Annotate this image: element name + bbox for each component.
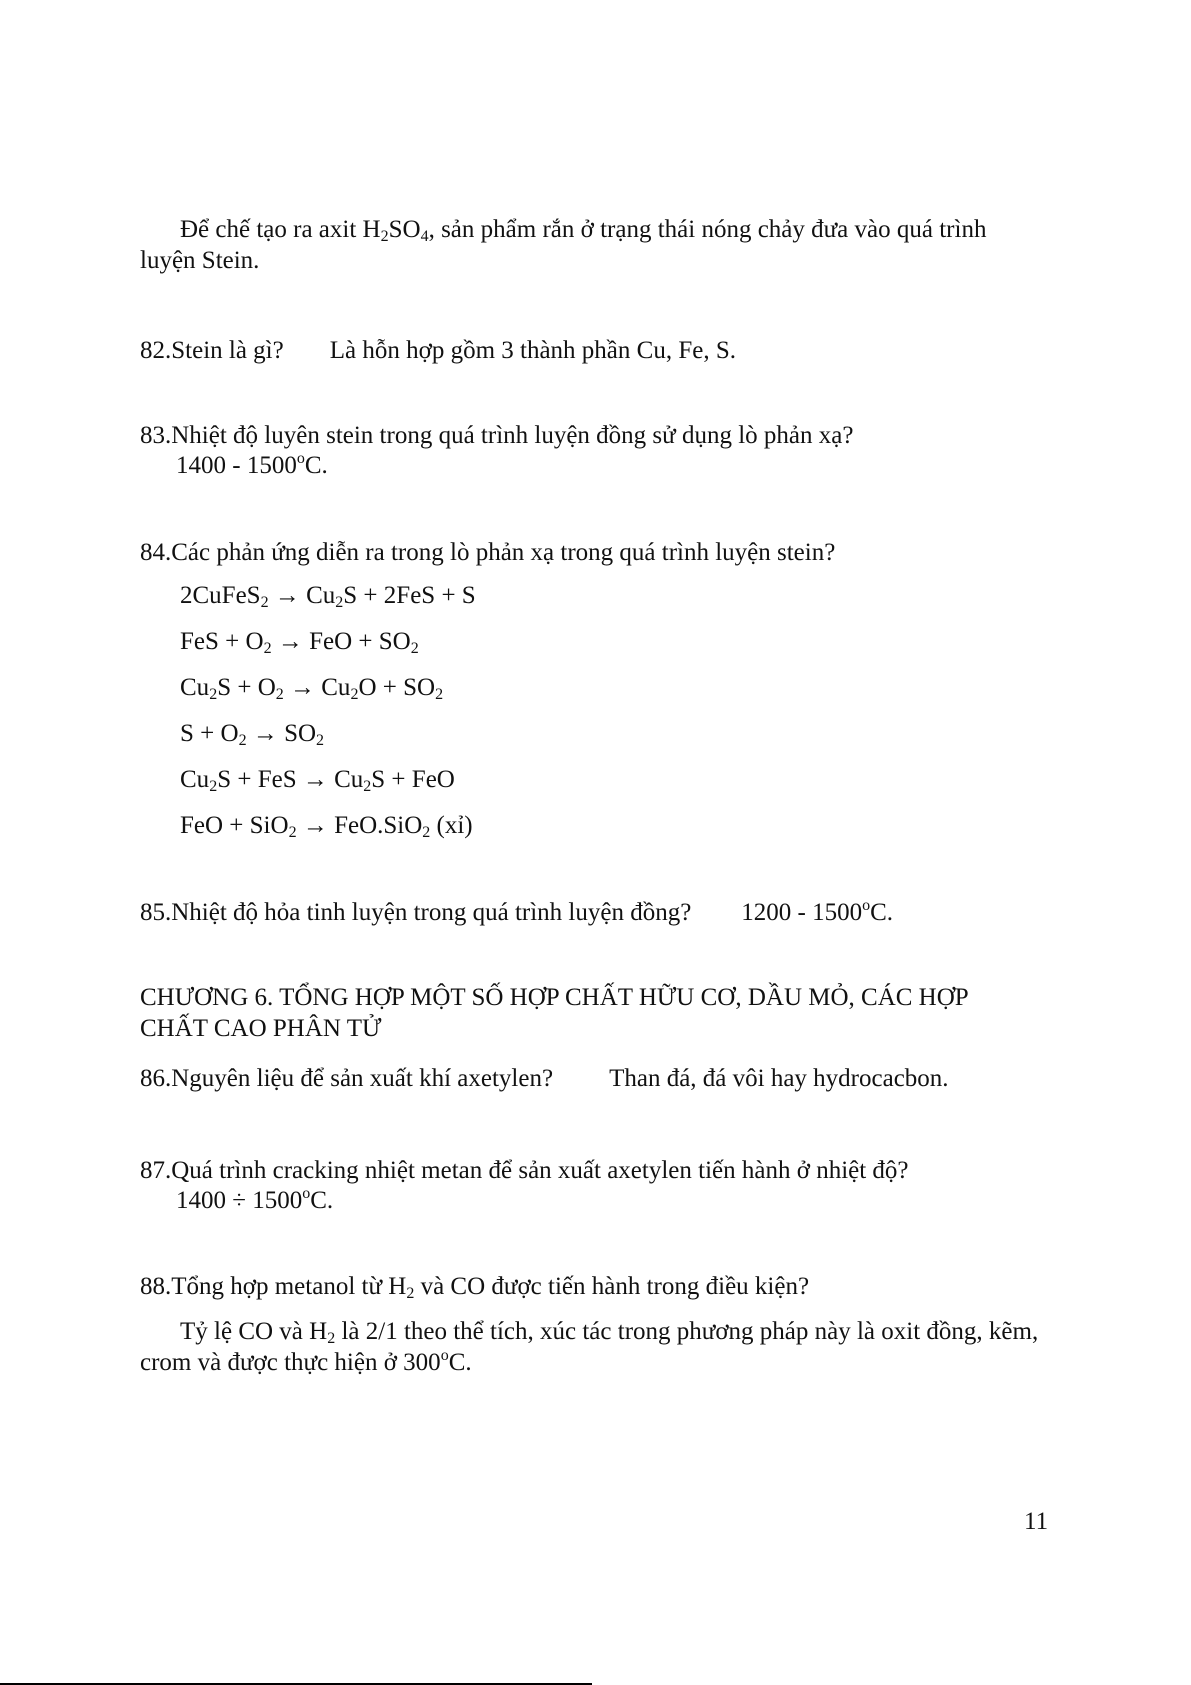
question-85 [140, 897, 1040, 928]
answer-83: 1400 - 1500$^o$C. [176, 450, 328, 479]
question-84: 84.Các phản ứng diễn ra trong lò phản xạ trong quá trình luyện stein? [140, 539, 836, 566]
answer-88: Tỷ lệ CO và $H_2$ là 2/1 theo thể tích, xúc tác trong phương pháp này là oxit đồng, kẽm, crom và được thực hiện ở 300$^o$C. [140, 1318, 1039, 1376]
question-86 [140, 1063, 1040, 1094]
equation-4: $S + O_2 \to SO_2$ [180, 720, 325, 749]
equation-6: FeO + SiO$_2$ → FeO.SiO$_2$ (xỉ) [180, 812, 473, 841]
question-82-text: 82.Stein là gì? [140, 337, 284, 364]
answer-82: Là hỗn hợp gồm 3 thành phần Cu, Fe, S. [329, 337, 736, 364]
answer-86: Than đá, đá vôi hay hydrocacbon. [609, 1065, 949, 1092]
question-85-text: 85.Nhiệt độ hỏa tinh luyện trong quá trình luyện đồng? [140, 899, 692, 926]
question-88: 88.Tổng hợp metanol từ $H_2$ và CO được tiến hành trong điều kiện? [140, 1273, 810, 1302]
equation-1: 2CuFeS$_2$ → $Cu_2S + 2FeS + S$ [180, 582, 476, 611]
answer-87: $1400 \div 1500^oC$. [176, 1185, 334, 1214]
equation-3: $Cu_2S + O_2 \to Cu_2O + SO_2$ [180, 674, 444, 703]
question-87: 87.Quá trình cracking nhiệt metan để sản xuất axetylen tiến hành ở nhiệt độ? [140, 1157, 909, 1184]
question-83: 83.Nhiệt độ luyên stein trong quá trình luyện đồng sử dụng lò phản xạ? [140, 422, 854, 449]
question-82 [140, 335, 1040, 366]
question-86-text: 86.Nguyên liệu để sản xuất khí axetylen? [140, 1065, 554, 1092]
page-number: 11 [1024, 1508, 1049, 1535]
equation-2: FeS + $O_2$ → FeO + $SO_2$ [180, 628, 419, 657]
equation-5: $Cu_2S$ + FeS → $Cu_2S$ + FeO [180, 766, 455, 795]
answer-85: 1200 - 1500$^o$C. [741, 897, 894, 926]
chapter-heading: CHƯƠNG 6. TỔNG HỢP MỘT SỐ HỢP CHẤT HỮU CƠ, DẦU MỎ, CÁC HỢP CHẤT CAO PHÂN TỬ [140, 984, 968, 1042]
intro-paragraph: Để chế tạo ra axit $H_2SO_4$, sản phẩm rắn ở trạng thái nóng chảy đưa vào quá trình luyện Stein. [140, 216, 987, 274]
